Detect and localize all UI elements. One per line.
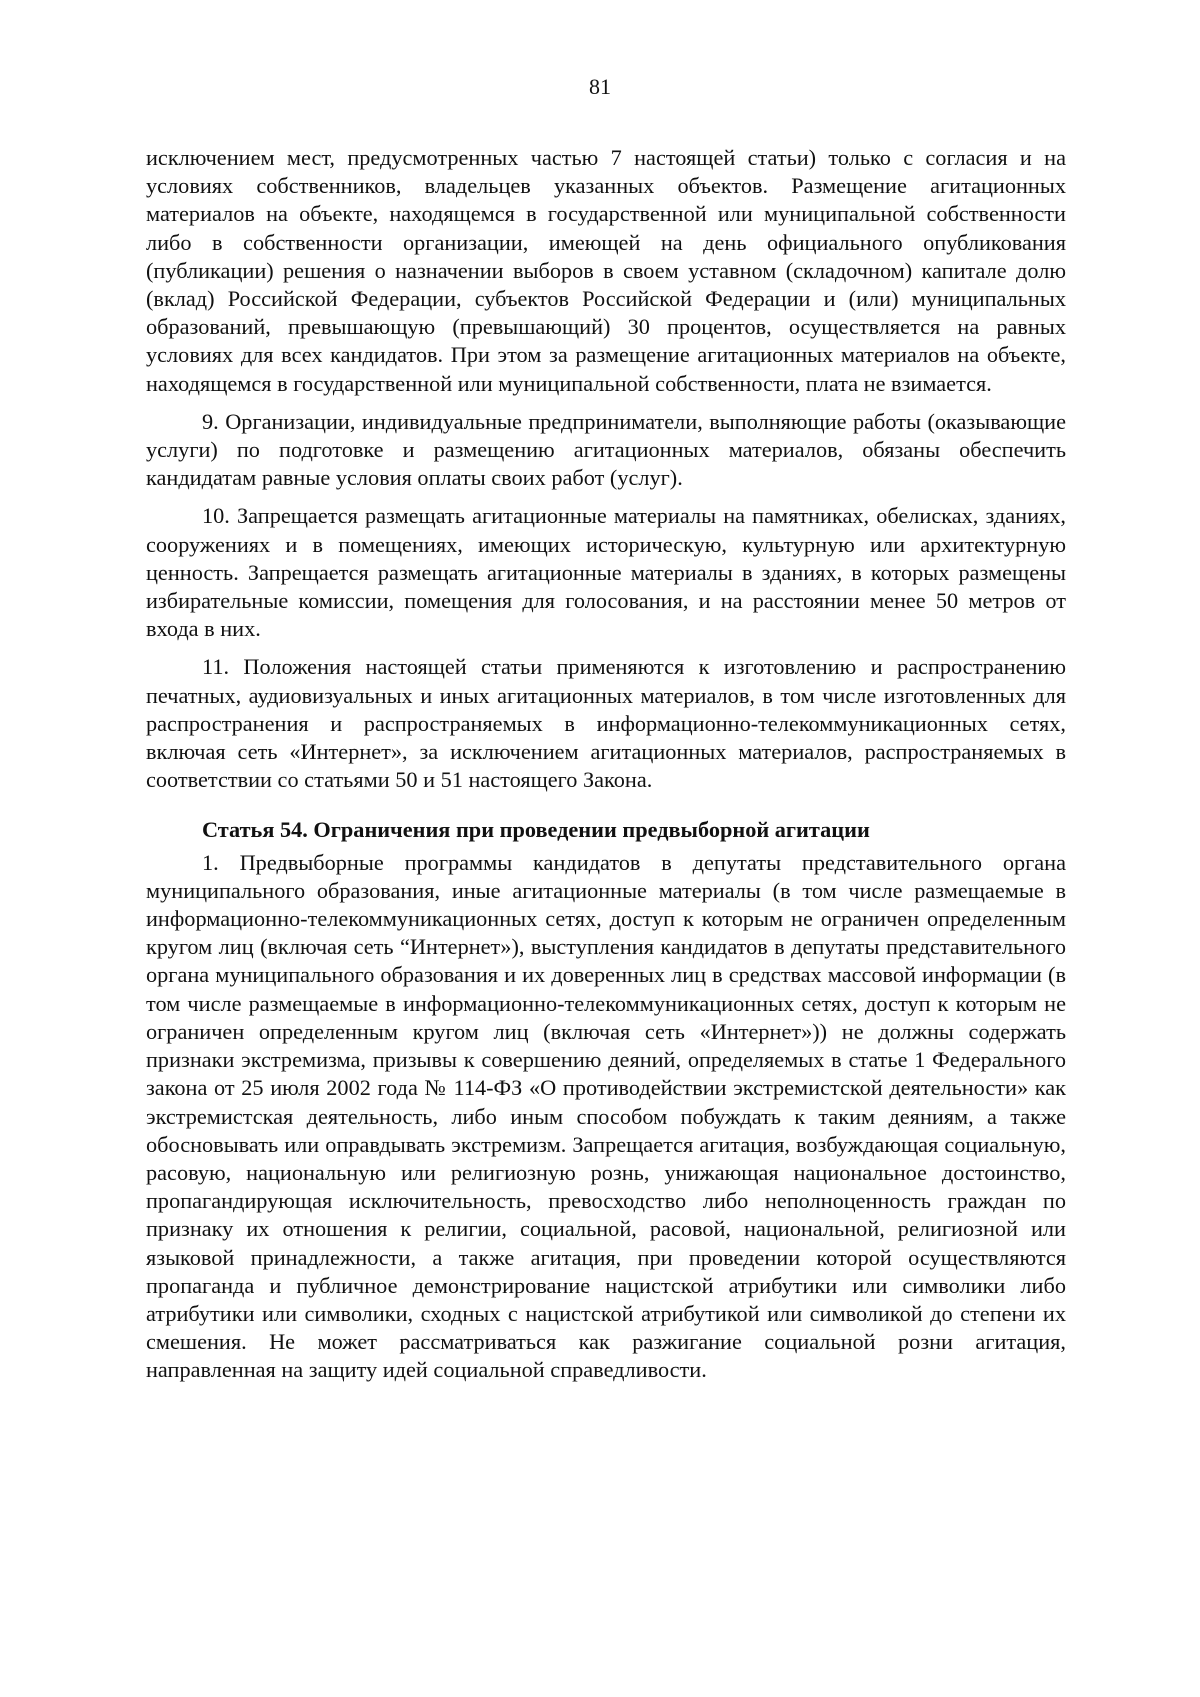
page-content xyxy=(146,144,1066,1385)
article-paragraph-1: 1. Предвыборные программы кандидатов в депутаты представительного органа муниципального образования, иные агитационные материалы (в том числе размещаемые в информационно-телекоммуникационных сетях, доступ к которым не ограничен определенным кругом лиц (включая сеть “Интернет»), выступления кандидатов в депутаты представительного органа муниципального образования и их доверенных лиц в средствах массовой информации (в том числе размещаемые в информационно-телекоммуникационных сетях, доступ к которым не ограничен определенным кругом лиц (включая сеть «Интернет»)) не должны содержать признаки экстремизма, призывы к совершению деяний, определяемых в статье 1 Федерального закона от 25 июля 2002 года № 114-ФЗ «О противодействии экстремистской деятельности» как экстремистская деятельность, либо иным способом побуждать к таким деяниям, а также обосновывать или оправдывать экстремизм. Запрещается агитация, возбуждающая социальную, расовую, национальную или религиозную рознь, унижающая национальное достоинство, пропагандирующая исключительность, превосходство либо неполноценность граждан по признаку их отношения к религии, социальной, расовой, национальной, религиозной или языковой принадлежности, а также агитация, при проведении которой осуществляются пропаганда и публичное демонстрирование нацистской атрибутики или символики либо атрибутики или символики, сходных с нацистской атрибутикой или символикой до степени их смешения. Не может рассматриваться как разжигание социальной розни агитация, направленная на защиту идей социальной справедливости. xyxy=(146,849,1066,1383)
article-heading: Статья 54. Ограничения при проведении предвыборной агитации xyxy=(202,817,870,843)
paragraph-continuation: исключением мест, предусмотренных частью 7 настоящей статьи) только с согласия и на условиях собственников, владельцев указанных объектов. Размещение агитационных материалов на объекте, находящемся в государственной или муниципальной собственности либо в собственности организации, имеющей на день официального опубликования (публикации) решения о назначении выборов в своем уставном (складочном) капитале долю (вклад) Российской Федерации, субъектов Российской Федерации и (или) муниципальных образований, превышающую (превышающий) 30 процентов, осуществляется на равных условиях для всех кандидатов. При этом за размещение агитационных материалов на объекте, находящемся в государственной или муниципальной собственности, плата не взимается. xyxy=(146,145,1066,396)
paragraph-item-9: 9. Организации, индивидуальные предприниматели, выполняющие работы (оказывающие услуги) по подготовке и размещению агитационных материалов, обязаны обеспечить кандидатам равные условия оплаты своих работ (услуг). xyxy=(146,408,1066,491)
paragraph-item-10: 10. Запрещается размещать агитационные материалы на памятниках, обелисках, зданиях, сооружениях и в помещениях, имеющих историческую, культурную или архитектурную ценность. Запрещается размещать агитационные материалы в зданиях, в которых размещены избирательные комиссии, помещения для голосования, и на расстоянии менее 50 метров от входа в них. xyxy=(146,503,1066,642)
paragraph-item-11: 11. Положения настоящей статьи применяются к изготовлению и распространению печатных, аудиовизуальных и иных агитационных материалов, в том числе изготовленных для распространения и распространяемых в информационно-телекоммуникационных сетях, включая сеть «Интернет», за исключением агитационных материалов, распространяемых в соответствии со статьями 50 и 51 настоящего Закона. xyxy=(146,654,1066,793)
page-number: 81 xyxy=(589,74,611,99)
